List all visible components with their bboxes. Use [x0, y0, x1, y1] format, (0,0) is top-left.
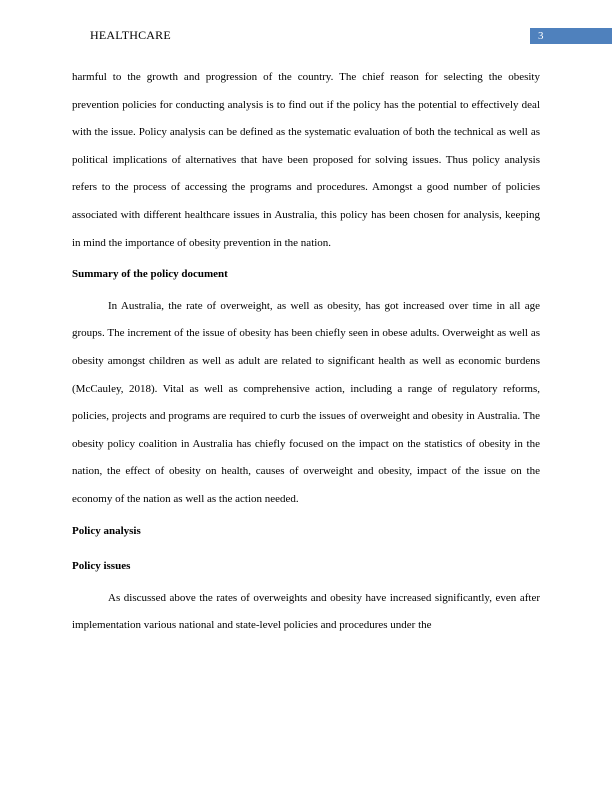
paragraph-policy-selection: harmful to the growth and progression of the country. The chief reason for selecting the obesity prevention policies for conducting analysis is to find out if the policy has the potential to effectively deal with the issue. Policy analysis can be defined as the systematic evaluation of both the technical as well as political implications of alternatives that have been proposed for solving issues. Thus policy analysis refers to the process of accessing the programs and procedures. Amongst a good number of policies associated with different healthcare issues in Australia, this policy has been chosen for analysis, keeping in mind the importance of obesity prevention in the nation.: [72, 71, 540, 249]
document-body: [72, 64, 540, 640]
heading-policy-analysis: Policy analysis: [72, 524, 141, 537]
heading-policy-issues: Policy issues: [72, 560, 131, 573]
paragraph-summary: In Australia, the rate of overweight, as well as obesity, has got increased over time in all age groups. The increment of the issue of obesity has been chiefly seen in obese adults. Overweight as well as obesity amongst children as well as adult are related to significant health as well as economic burdens (McCauley, 2018). Vital as well as comprehensive action, including a range of regulatory reforms, policies, projects and programs are required to curb the issues of overweight and obesity in Australia. The obesity policy coalition in Australia has chiefly focused on the impact on the statistics of obesity in the nation, the effect of obesity on health, causes of overweight and obesity, impact of the issue on the economy of the nation as well as the action needed.: [72, 299, 540, 505]
running-header-title: HEALTHCARE: [90, 28, 171, 42]
page-number: 3: [530, 28, 612, 44]
heading-summary: Summary of the policy document: [72, 268, 228, 281]
paragraph-policy-issues: As discussed above the rates of overweights and obesity have increased significantly, even after implementation various national and state-level policies and procedures under the: [72, 591, 540, 632]
